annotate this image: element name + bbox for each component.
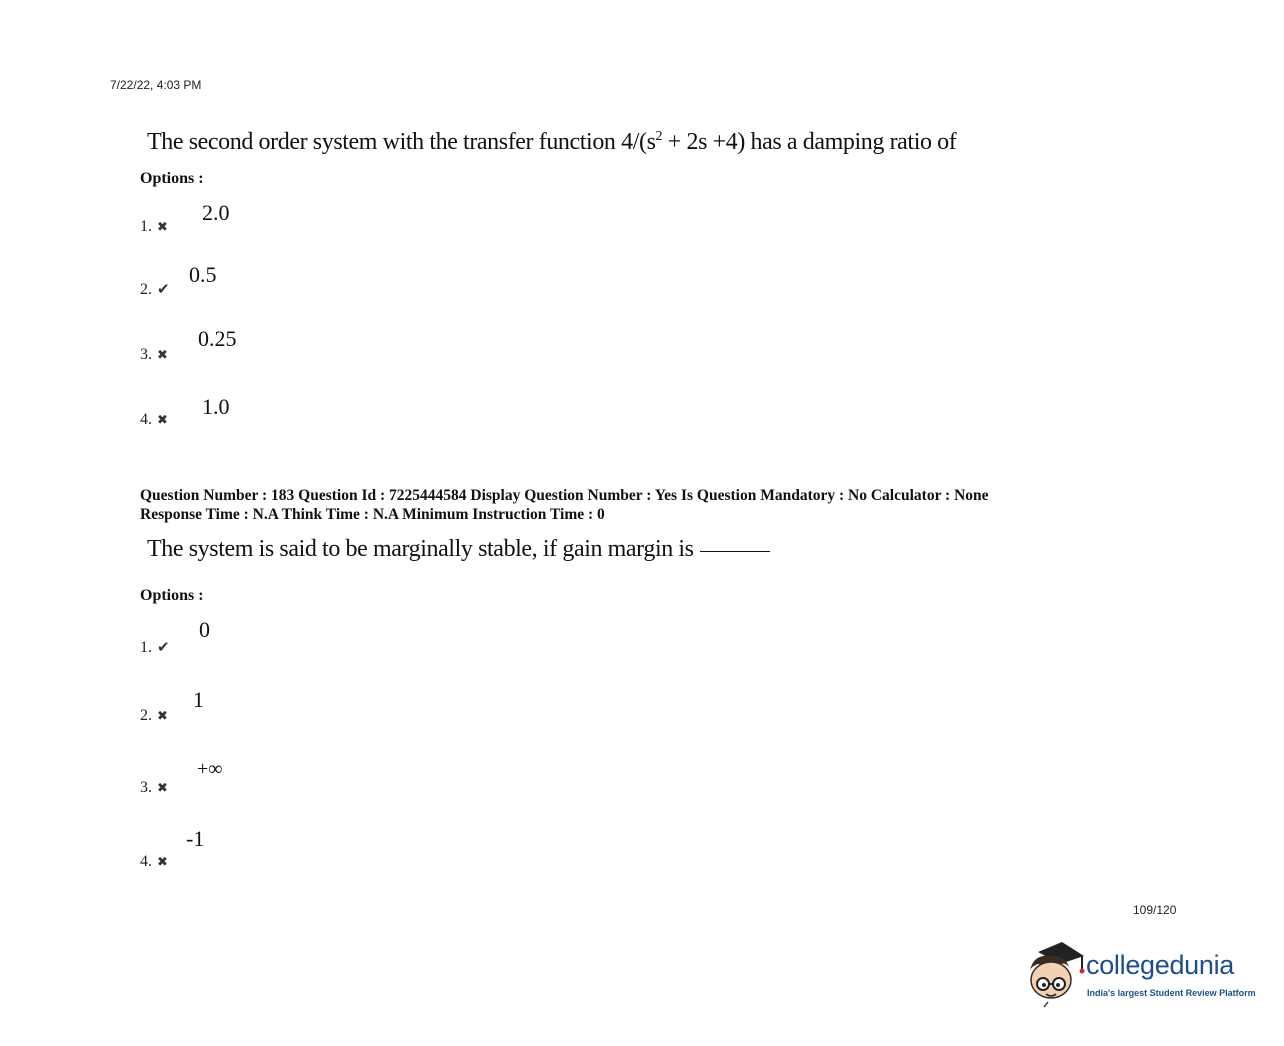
- q2-option-3: [140, 779, 168, 797]
- logo-wordmark: collegedunia: [1086, 950, 1235, 980]
- option-number: 3.: [140, 779, 152, 796]
- answer-blank: [700, 551, 770, 552]
- option-number: 1.: [140, 218, 152, 235]
- q2-option-3-value: +∞: [197, 758, 223, 780]
- q2-option-4: [140, 853, 168, 871]
- question-2-meta-line-1: Question Number : 183 Question Id : 7225444584 Display Question Number : Yes Is Question Mandatory : No Calculator : None: [140, 487, 989, 504]
- cross-icon: ✖: [157, 780, 168, 795]
- cross-icon: ✖: [157, 219, 168, 234]
- question-1-text: [147, 129, 956, 156]
- option-number: 3.: [140, 346, 152, 363]
- q2-option-1: [140, 638, 170, 657]
- q2-option-1-value: 0: [199, 617, 210, 642]
- question-1-text-before: The second order system with the transfer function 4/(s: [147, 129, 656, 155]
- check-icon: ✔: [157, 640, 170, 656]
- q2-option-2-value: 1: [193, 687, 204, 712]
- option-number: 4.: [140, 853, 152, 870]
- option-number: 2.: [140, 280, 152, 298]
- cross-icon: ✖: [157, 854, 168, 869]
- cross-icon: ✖: [157, 412, 168, 427]
- question-1-options-label: Options :: [140, 170, 204, 187]
- question-2-meta-line-2: Response Time : N.A Think Time : N.A Minimum Instruction Time : 0: [140, 506, 605, 523]
- q1-option-2-value: 0.5: [189, 262, 217, 287]
- option-number: 4.: [140, 411, 152, 428]
- q1-option-3: [140, 346, 168, 364]
- q1-option-1: [140, 218, 168, 236]
- cross-icon: ✖: [157, 708, 168, 723]
- q1-option-1-value: 2.0: [202, 200, 230, 225]
- q1-option-2: [140, 280, 170, 299]
- question-1-exponent: 2: [655, 129, 663, 144]
- question-2-text-body: The system is said to be marginally stable, if gain margin is: [147, 536, 694, 562]
- q1-option-3-value: 0.25: [198, 326, 237, 351]
- q2-option-2: [140, 707, 168, 725]
- q2-option-4-value: -1: [186, 826, 205, 851]
- question-1-text-after: + 2s +4) has a damping ratio of: [662, 129, 957, 155]
- q1-option-4-value: 1.0: [202, 394, 230, 419]
- q1-option-4: [140, 411, 168, 429]
- page-number: 109/120: [1133, 903, 1177, 917]
- option-number: 2.: [140, 707, 152, 724]
- mascot-icon: [1024, 940, 1086, 1010]
- question-2-meta: [140, 486, 989, 524]
- logo-tagline: India's largest Student Review Platform: [1087, 988, 1256, 998]
- question-2-text: [147, 536, 770, 563]
- question-2-options-label: Options :: [140, 587, 204, 604]
- print-timestamp: 7/22/22, 4:03 PM: [110, 78, 202, 92]
- option-number: 1.: [140, 638, 152, 656]
- check-icon: ✔: [157, 282, 170, 298]
- cross-icon: ✖: [157, 347, 168, 362]
